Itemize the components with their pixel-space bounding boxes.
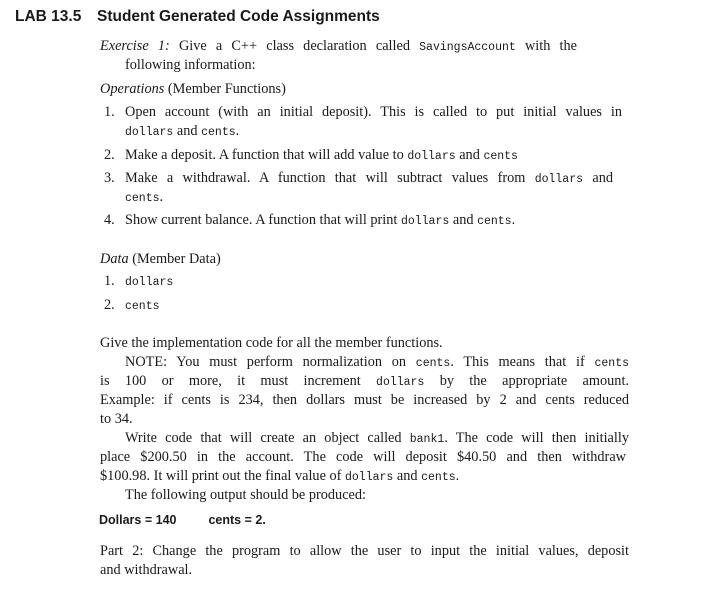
class-name-code: SavingsAccount (419, 41, 516, 54)
operation-item-3: 3. Make a withdrawal. A function that will subtract values from dollars and (104, 170, 613, 186)
operations-heading: Operations (Member Functions) (100, 81, 286, 97)
write-line-1: Write code that will create an object called bank1. The code will then initially (125, 430, 629, 446)
implementation-text: Give the implementation code for all the member functions. (100, 335, 443, 351)
output-cents: cents = 2. (208, 513, 266, 527)
note-line-3: Example: if cents is 234, then dollars must be increased by 2 and cents reduced (100, 392, 629, 408)
write-line-3: $100.98. It will print out the final value of dollars and cents. (100, 468, 460, 484)
lab-title: Student Generated Code Assignments (97, 8, 380, 25)
write-line-2: place $200.50 in the account. The code will deposit $40.50 and then withdraw (100, 449, 626, 465)
note-line-4: to 34. (100, 411, 133, 427)
exercise-line-2: following information: (125, 57, 256, 73)
note-line-1: NOTE: You must perform normalization on cents. This means that if cents (125, 354, 629, 370)
part2-line-1: Part 2: Change the program to allow the user to input the initial values, deposit (100, 543, 629, 559)
lab-number: LAB 13.5 (15, 8, 82, 25)
exercise-line-1: Exercise 1: Give a C++ class declaration called SavingsAccount with the (100, 38, 578, 54)
operation-item-1: 1. Open account (with an initial deposit). This is called to put initial values in (104, 104, 622, 120)
note-line-2: is 100 or more, it must increment dollars by the appropriate amount. (100, 373, 629, 389)
data-item-1: 1. dollars (104, 273, 174, 289)
operation-item-2: 2. Make a deposit. A function that will add value to dollars and cents (104, 147, 518, 163)
output-intro: The following output should be produced: (125, 487, 367, 503)
part2-line-2: and withdrawal. (100, 562, 193, 578)
data-item-2: 2. cents (104, 297, 160, 313)
operation-item-3-cont: cents. (125, 189, 164, 205)
output-dollars: Dollars = 140 (99, 513, 177, 527)
operation-item-4: 4. Show current balance. A function that will print dollars and cents. (104, 212, 516, 228)
lab-heading (15, 8, 380, 26)
program-output (99, 513, 266, 527)
data-heading: Data (Member Data) (100, 251, 221, 267)
operation-item-1-cont: dollars and cents. (125, 123, 240, 139)
